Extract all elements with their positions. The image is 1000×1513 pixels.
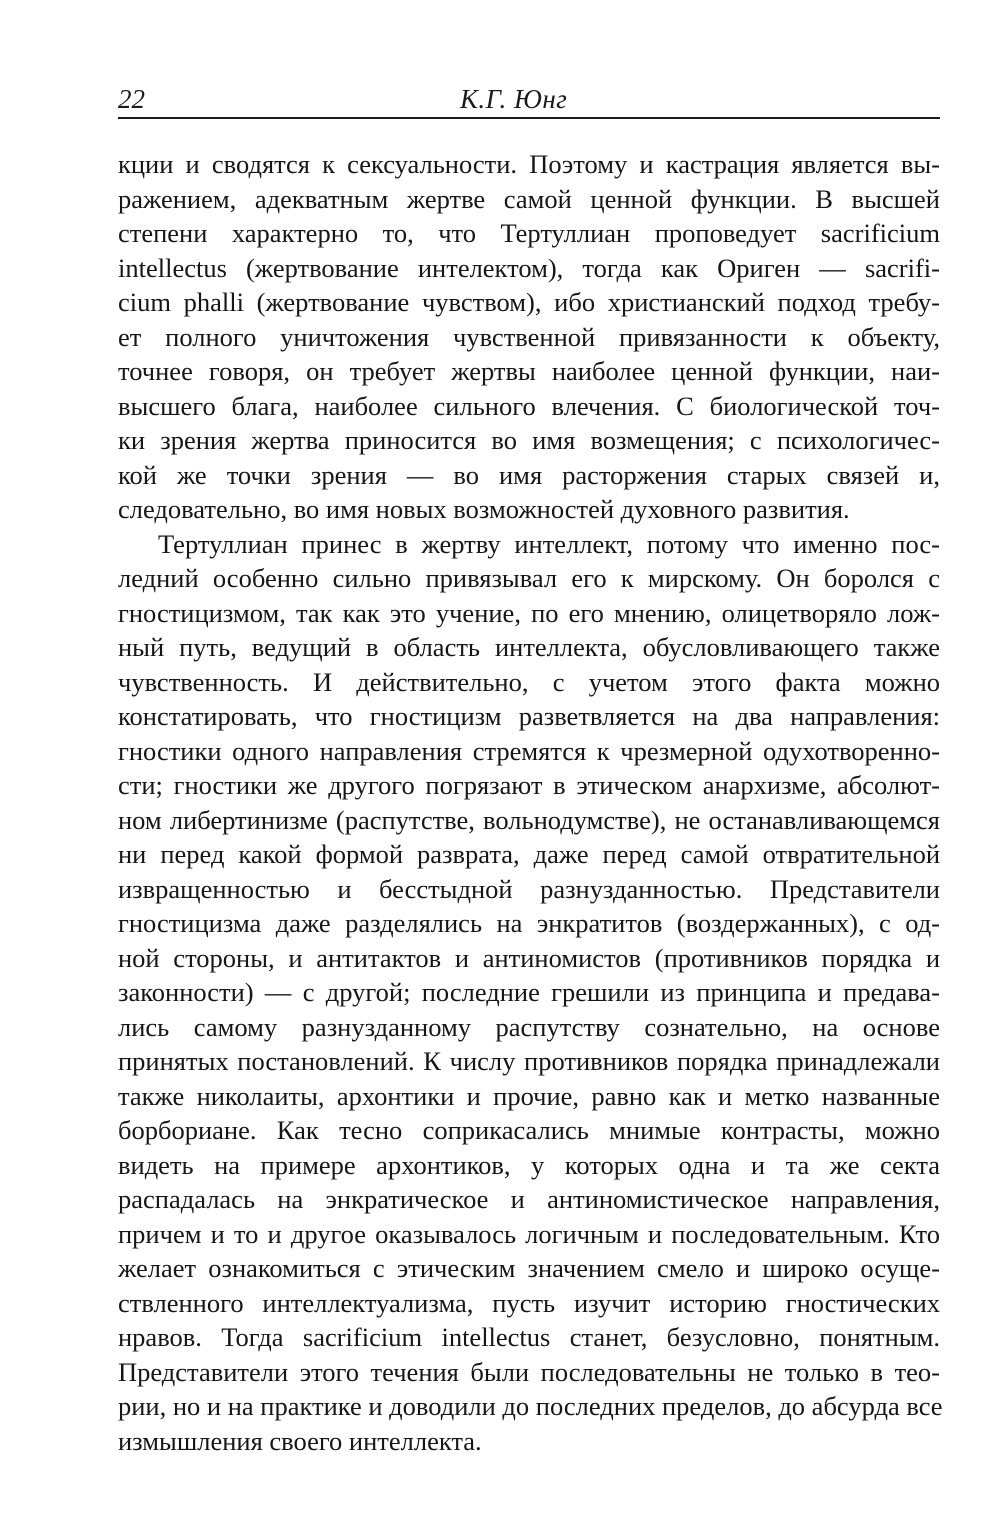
text-line: борбориане. Как тесно соприкасались мнимые контрасты, можно xyxy=(118,1115,940,1145)
text-line: ки зрения жертва приносится во имя возмещения; с психологичес- xyxy=(118,425,940,455)
text-line: видеть на примере архонтиков, у которых одна и та же секта xyxy=(118,1149,940,1180)
text-line: ет полного уничтожения чувственной привязанности к объекту, xyxy=(118,321,940,352)
text-line: intellectus (жертвование интелектом), тогда как Ориген — sacrifi- xyxy=(118,252,940,283)
text-line: чувственность. И действительно, с учетом этого факта можно xyxy=(118,666,940,697)
page-number: 22 xyxy=(118,84,145,114)
text-line: ствленного интеллектуализма, пусть изучит историю гностических xyxy=(118,1287,940,1318)
text-line: гностики одного направления стремятся к чрезмерной одухотворенно- xyxy=(118,735,940,766)
text-line: ни перед какой формой разврата, даже перед самой отвратительной xyxy=(118,839,940,869)
text-line: нравов. Тогда sacrificium intellectus станет, безусловно, понятным. xyxy=(118,1322,940,1352)
text-line: законности) — с другой; последние грешили из принципа и предава- xyxy=(118,977,940,1007)
text-line: Представители этого течения были последовательны не только в тео- xyxy=(118,1356,940,1387)
text-line: лись самому разнузданному распутству сознательно, на основе xyxy=(118,1011,940,1042)
text-line: извращенностью и бесстыдной разнузданностью. Представители xyxy=(118,873,940,904)
text-line: кой же точки зрения — во имя расторжения старых связей и, xyxy=(118,459,940,490)
running-head-author: К.Г. Юнг xyxy=(460,84,568,114)
text-line: степени характерно то, что Тертуллиан проповедует sacrificium xyxy=(118,218,940,248)
text-line: ной стороны, и антитактов и антиномистов (противников порядка и xyxy=(118,942,940,973)
text-line: желает ознакомиться с этическим значением смело и широко осуще- xyxy=(118,1253,940,1283)
text-line: ном либертинизме (распутстве, вольнодумстве), не останавливающемся xyxy=(118,804,940,835)
text-line: констатировать, что гностицизм разветвляется на два направления: xyxy=(118,701,940,731)
running-head xyxy=(118,82,940,116)
text-line: кции и сводятся к сексуальности. Поэтому и кастрация является вы- xyxy=(118,149,940,179)
text-line: причем и то и другое оказывалось логичным и последовательным. Кто xyxy=(118,1218,940,1249)
body-text xyxy=(118,147,943,1458)
header-rule xyxy=(118,117,940,119)
text-line: cium phalli (жертвование чувством), ибо христианский подход требу- xyxy=(118,287,940,317)
text-line: также николаиты, архонтики и прочие, равно как и метко названные xyxy=(118,1080,940,1111)
text-line: рии, но и на практике и доводили до последних пределов, до абсурда все xyxy=(118,1391,943,1421)
text-line: высшего блага, наиболее сильного влечения. С биологической точ- xyxy=(118,390,940,421)
text-line: гностицизмом, так как это учение, по его мнению, олицетворяло лож- xyxy=(118,597,940,628)
text-line: сти; гностики же другого погрязают в этическом анархизме, абсолют- xyxy=(118,770,940,800)
text-line: распадалась на энкратическое и антиномистическое направления, xyxy=(118,1184,940,1214)
text-line: измышления своего интеллекта. xyxy=(118,1425,482,1456)
paragraph xyxy=(118,147,940,527)
paragraph xyxy=(118,527,943,1459)
text-line: точнее говоря, он требует жертвы наиболее ценной функции, наи- xyxy=(118,356,940,386)
text-line: гностицизма даже разделялись на энкратитов (воздержанных), с од- xyxy=(118,908,940,938)
text-line: принятых постановлений. К числу противников порядка принадлежали xyxy=(118,1046,940,1076)
text-line: следовательно, во имя новых возможностей духовного развития. xyxy=(118,494,850,524)
text-line: ражением, адекватным жертве самой ценной функции. В высшей xyxy=(118,183,940,214)
text-line: ледний особенно сильно привязывал его к мирскому. Он боролся с xyxy=(118,563,940,593)
text-line: ный путь, ведущий в область интеллекта, обусловливающего также xyxy=(118,632,940,662)
text-line: Тертуллиан принес в жертву интеллект, потому что именно пос- xyxy=(158,528,940,559)
